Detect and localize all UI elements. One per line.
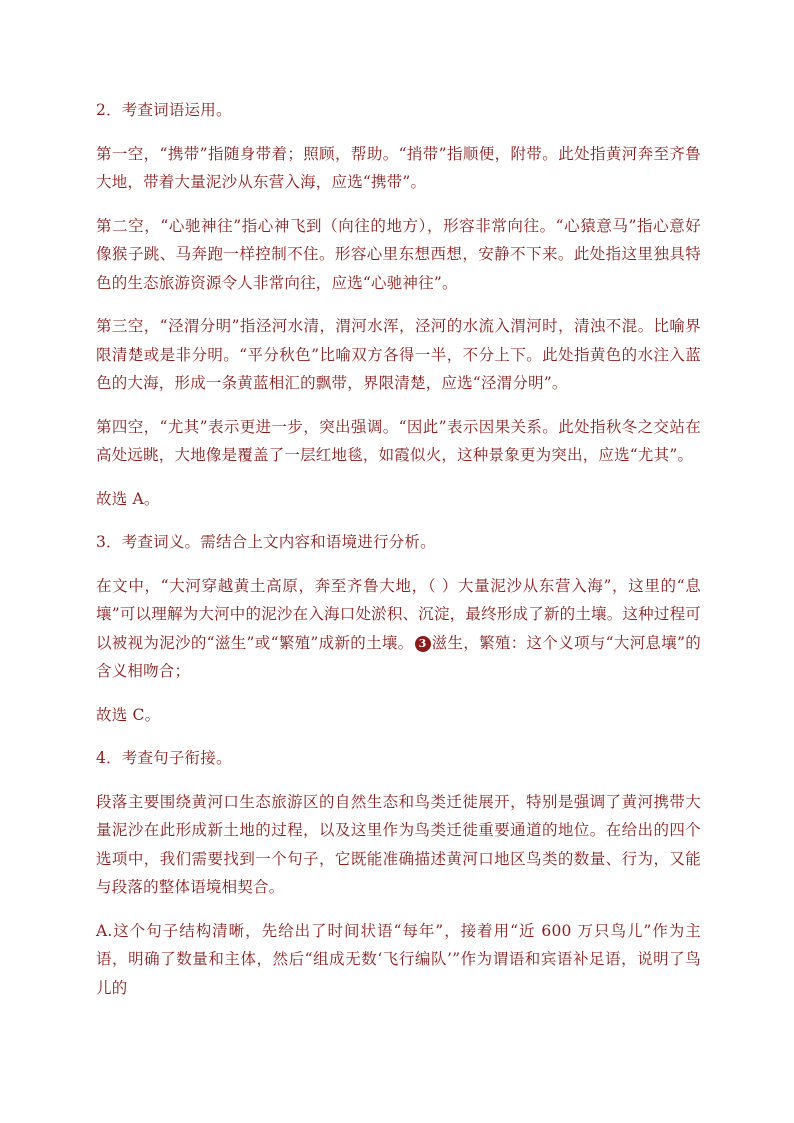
analysis-conclusion: 滋生，繁殖：这个义项与“大河息壤”的含义相吻合； <box>96 633 701 680</box>
document-page <box>96 96 701 1017</box>
blank-3-explanation: 第三空，“泾渭分明”指泾河水清，渭河水浑，泾河的水流入渭河时，清浊不混。比喻界限清楚或是非分明。“平分秋色”比喻双方各得一半，不分上下。此处指黄色的水注入蓝色的大海，形成一条黄蓝相汇的飘带，界限清楚，应选“泾渭分明”。 <box>96 317 701 392</box>
blank-2-explanation: 第二空，“心驰神往”指心神飞到（向往的地方），形容非常向往。“心猿意马”指心意好像猴子跳、马奔跑一样控制不住。形容心里东想西想，安静不下来。此处指这里独具特色的生态旅游资源令人非常向往，应选“心驰神往”。 <box>96 216 701 292</box>
section-2-heading: 2．考查词语运用。 <box>96 101 232 119</box>
section-3-heading: 3．考查词义。需结合上文内容和语境进行分析。 <box>96 533 436 551</box>
analysis-text: 在文中，“大河穿越黄土高原，奔至齐鲁大地，（ ）大量泥沙从东营入海”，这里的“息壤”可以理解为大河中的泥沙在入海口处淤积、沉淀，最终形成了新的土壤。这种过程可以被视为泥沙的“滋生”或“繁殖”成新的土壤。 <box>96 576 701 652</box>
sentence-cohesion-analysis: 段落主要围绕黄河口生态旅游区的自然生态和鸟类迁徙展开，特别是强调了黄河携带大量泥沙在此形成新土地的过程，以及这里作为鸟类迁徙重要通道的地位。在给出的四个选项中，我们需要找到一个句子，它既能准确描述黄河口地区鸟类的数量、行为，又能与段落的整体语境相契合。 <box>96 792 701 896</box>
blank-1-explanation: 第一空，“携带”指随身带着；照顾，帮助。“捎带”指顺便，附带。此处指黄河奔至齐鲁大地，带着大量泥沙从东营入海，应选“携带”。 <box>96 144 701 191</box>
blank-4-explanation: 第四空，“尤其”表示更进一步，突出强调。“因此”表示因果关系。此处指秋冬之交站在高处远眺，大地像是覆盖了一层红地毯，如霞似火，这种景象更为突出，应选“尤其”。 <box>96 417 701 464</box>
answer-a: 故选 A。 <box>96 489 160 508</box>
word-meaning-analysis <box>96 572 701 686</box>
circled-number-icon: 3 <box>415 636 431 652</box>
option-a-analysis: A.这个句子结构清晰，先给出了时间状语“每年”，接着用“近 600 万只鸟儿”作为主语，明确了数量和主体，然后“组成无数‘飞行编队’”作为谓语和宾语补足语，说明了鸟儿的 <box>96 921 701 997</box>
section-4-heading: 4．考查句子衔接。 <box>96 749 232 767</box>
answer-c: 故选 C。 <box>96 705 161 724</box>
